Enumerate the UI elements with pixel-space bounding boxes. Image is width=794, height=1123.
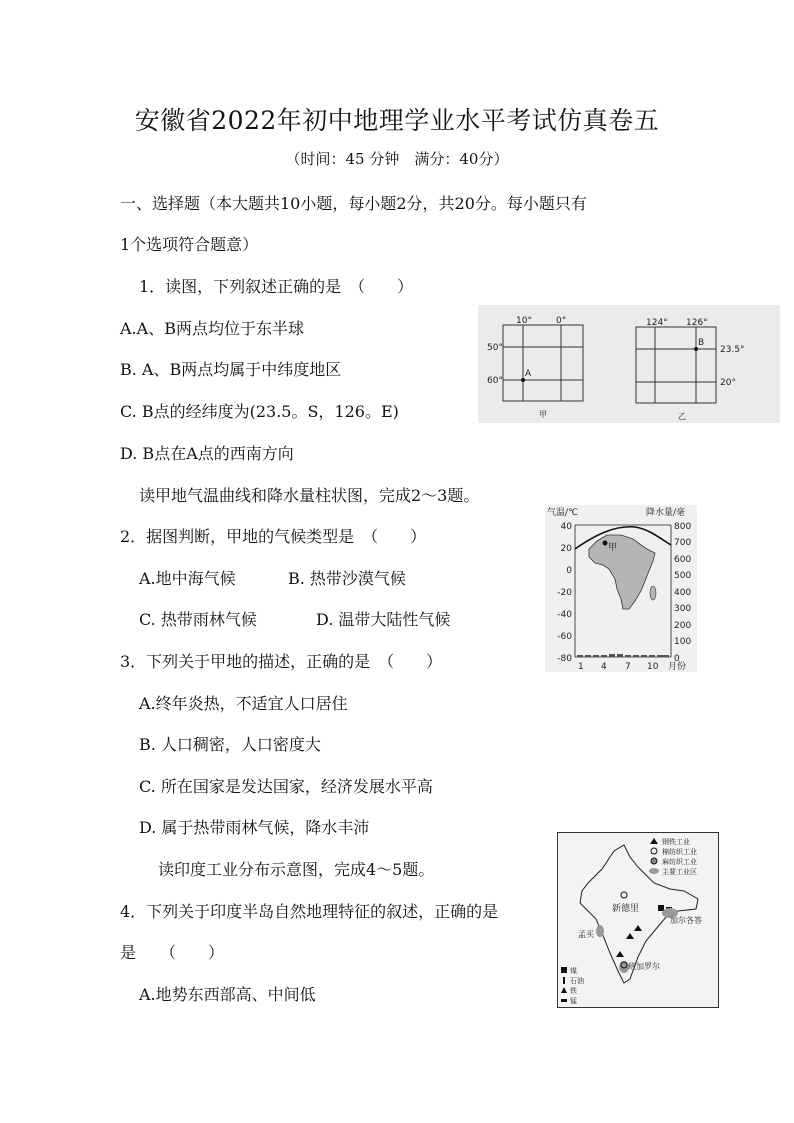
industrial-zone-symbol-icon: [649, 868, 659, 874]
iron-mark: [634, 925, 642, 931]
intro-q4-5: 读印度工业分布示意图，完成4～5题。: [158, 860, 435, 879]
grid-left-lat1: 50°: [487, 343, 503, 353]
q4-stem-line1: 4．下列关于印度半岛自然地理特征的叙述，正确的是: [120, 902, 499, 921]
section-heading-line1: 一、选择题（本大题共10小题，每小题2分，共20分。每小题只有: [120, 194, 587, 213]
precip-tick: 400: [674, 588, 692, 598]
cotton-symbol-icon: [651, 848, 657, 854]
manganese-symbol-icon: [561, 999, 567, 1002]
month-tick: 7: [625, 662, 631, 672]
intro-q2-3: 读甲地气温曲线和降水量柱状图，完成2～3题。: [139, 486, 480, 505]
steel-symbol-icon: [650, 838, 658, 844]
q2-option-b: B. 热带沙漠气候: [288, 569, 406, 588]
legend-coal: 煤: [570, 967, 577, 975]
grid-right-lat2: 20°: [720, 378, 736, 388]
grid-left-lon1: 10°: [516, 316, 532, 326]
q1-option-d: D. B点在A点的西南方向: [120, 444, 294, 463]
q3-stem: 3．下列关于甲地的描述，正确的是 （ ）: [120, 652, 443, 671]
page-title: 安徽省2022年初中地理学业水平考试仿真卷五: [134, 106, 660, 135]
precip-tick: 500: [674, 571, 692, 581]
temp-tick: -20: [557, 588, 572, 598]
city-mumbai: 孟买: [578, 930, 594, 939]
iron-mark: [626, 933, 634, 939]
legend-iron: 铁: [570, 987, 577, 995]
precip-tick: 800: [674, 522, 692, 532]
jute-symbol-icon: [651, 858, 657, 864]
legend-steel: 钢铁工业: [662, 838, 690, 846]
q1-option-b: B. A、B两点均属于中纬度地区: [120, 360, 342, 379]
point-a-label: A: [525, 369, 532, 379]
legend-manganese: 锰: [570, 997, 577, 1005]
grid-right-lon2: 126°: [686, 318, 708, 328]
precip-tick: 300: [674, 604, 692, 614]
q1-stem: 1．读图，下列叙述正确的是 （ ）: [139, 277, 414, 296]
africa-map-shape: [589, 535, 655, 609]
month-axis-unit: 月份: [668, 662, 687, 672]
month-tick: 4: [601, 662, 607, 672]
grid-left: [503, 325, 583, 401]
precip-tick: 700: [674, 538, 692, 548]
oil-symbol-icon: [563, 977, 565, 984]
exam-info: （时间：45 分钟 满分：40分）: [285, 150, 509, 168]
legend-jute: 麻纺织工业: [662, 858, 697, 866]
q3-option-c: C. 所在国家是发达国家，经济发展水平高: [139, 777, 433, 796]
madagascar-shape: [650, 586, 656, 600]
q4-stem-line2: 是 （ ）: [120, 943, 225, 962]
grid-right-lon1: 124°: [646, 318, 668, 328]
q2-option-d: D. 温带大陆性气候: [316, 610, 451, 629]
q4-option-a: A.地势东西部高、中间低: [139, 985, 316, 1004]
iron-mark: [616, 951, 624, 957]
legend-resources: [570, 966, 584, 1005]
q1-option-c: C. B点的经纬度为(23.5。S，126。E): [120, 402, 399, 421]
temp-tick: -60: [557, 632, 572, 642]
q1-option-a: A.A、B两点均位于东半球: [120, 319, 304, 338]
grid-left-caption: 甲: [539, 410, 547, 419]
precipitation-bars: [577, 654, 669, 657]
temp-tick: -40: [557, 610, 572, 620]
grid-right-lat1: 23.5°: [720, 345, 745, 355]
q3-option-a: A.终年炎热，不适宜人口居住: [139, 694, 348, 713]
city-bangalore: 班加罗尔: [628, 962, 660, 971]
grid-left-lon2: 0°: [556, 316, 567, 326]
precip-tick: 200: [674, 621, 692, 631]
location-jia-marker: [603, 541, 608, 546]
month-tick: 1: [578, 662, 584, 672]
temp-tick: 40: [560, 522, 572, 532]
precip-tick: 0: [674, 654, 680, 664]
grid-left-lat2: 60°: [487, 376, 503, 386]
q2-option-a: A.地中海气候: [139, 569, 236, 588]
legend-oil: 石油: [570, 977, 584, 985]
month-tick: 10: [647, 662, 659, 672]
q2-option-c: C. 热带雨林气候: [139, 610, 257, 629]
precip-tick: 600: [674, 555, 692, 565]
q3-option-d: D. 属于热带雨林气候，降水丰沛: [139, 818, 370, 837]
q2-stem: 2．据图判断，甲地的气候类型是 （ ）: [120, 527, 427, 546]
q3-option-b: B. 人口稠密，人口密度大: [139, 735, 321, 754]
coal-mark: [658, 905, 664, 911]
iron-symbol-icon: [561, 987, 567, 993]
figure-lat-lon-grids: [478, 305, 780, 423]
point-b-label: B: [698, 338, 705, 348]
new-delhi-marker: [621, 892, 627, 898]
mumbai-zone: [596, 925, 604, 937]
city-kolkata: 加尔各答: [670, 916, 702, 925]
coal-symbol-icon: [561, 967, 567, 973]
grid-right-caption: 乙: [678, 412, 686, 421]
temp-tick: -80: [557, 654, 572, 664]
figure-climate-chart: [545, 505, 697, 672]
temp-tick: 0: [566, 566, 572, 576]
location-jia-label: 甲: [608, 543, 618, 553]
city-new-delhi: 新德里: [612, 904, 640, 914]
legend-cotton: 棉纺织工业: [662, 848, 697, 856]
legend-industrial-zone: 主要工业区: [662, 868, 697, 876]
precip-axis-title: 降水量/毫: [646, 508, 686, 518]
legend-industries: [662, 837, 697, 876]
temp-tick: 20: [560, 544, 572, 554]
section-heading-line2: 1个选项符合题意）: [120, 235, 259, 254]
temp-axis-title: 气温/℃: [547, 508, 579, 518]
precip-tick: 100: [674, 637, 692, 647]
figure-india-industry-map: [557, 832, 719, 1008]
